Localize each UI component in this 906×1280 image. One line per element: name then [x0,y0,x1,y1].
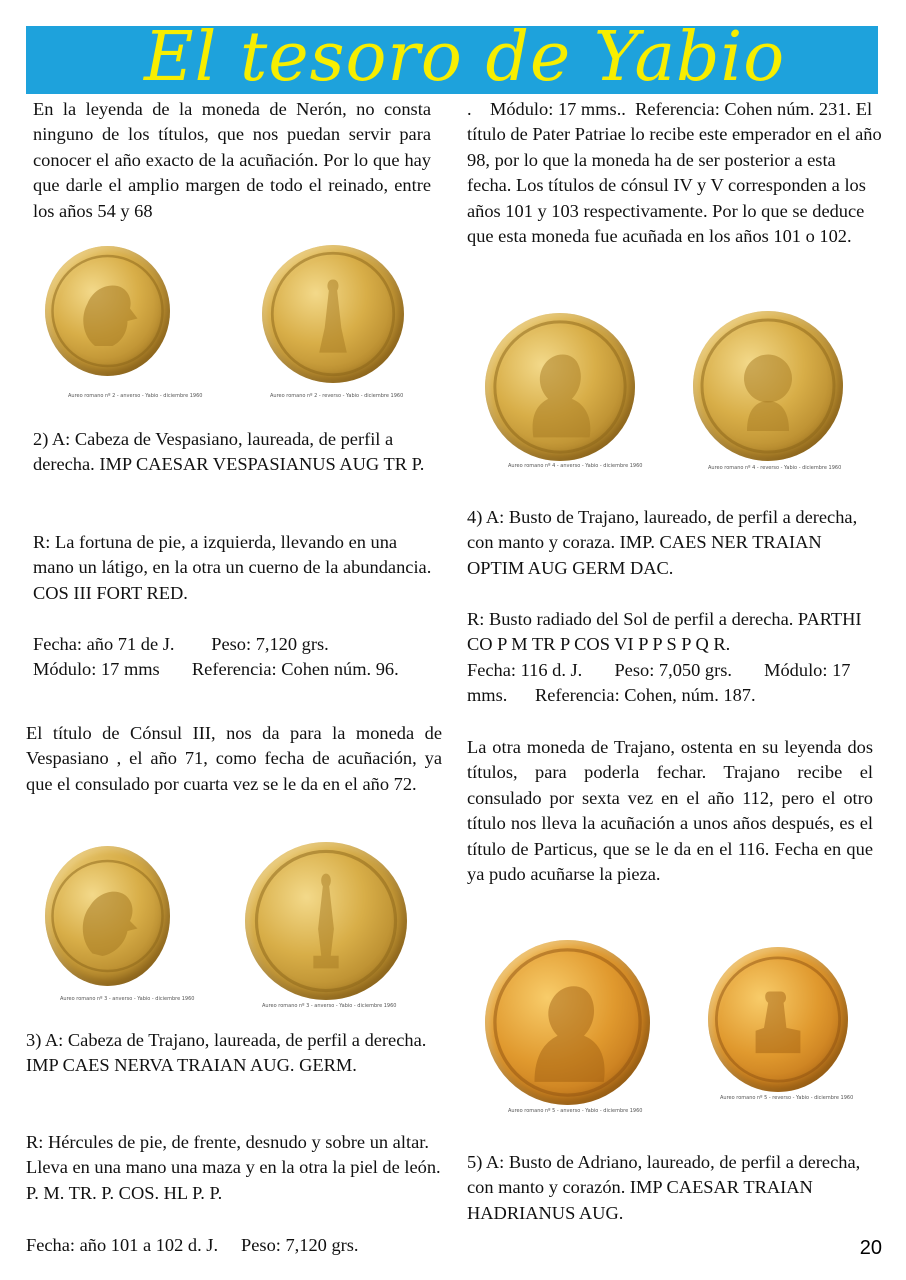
coin-5-reverse-image [708,947,848,1092]
coin-2-reverse-image [262,245,404,383]
coin-3-obverse-image [45,846,170,986]
item-4-obverse-description: 4) A: Busto de Trajano, laureado, de perfil a derecha, con manto y coraza. IMP. CAES NER TRAIAN OPTIM AUG GERM DAC. [467,507,858,578]
coin-5-images [480,935,860,1120]
coin-5-obverse-image [485,940,650,1105]
title-banner [26,18,878,97]
left-consul-paragraph: El título de Cónsul III, nos da para la moneda de Vespasiano , el año 71, como fecha de acuñación, ya que el consulado por cuarta vez se le da en el año 72. [26,723,442,794]
item-4-reverse-description: R: Busto radiado del Sol de perfil a derecha. PARTHI CO P M TR P COS VI P P S P Q R. [467,609,862,655]
item-2-module-reference: Módulo: 17 mms Referencia: Cohen núm. 96. [33,659,399,679]
coin-3-reverse-image [245,842,407,1000]
item-4-date-weight-module: Fecha: 116 d. J. Peso: 7,050 grs. Módulo: 17 mms. Referencia: Cohen, núm. 187. [467,660,856,706]
page-number: 20 [859,1237,882,1259]
item-3-obverse-description: 3) A: Cabeza de Trajano, laureada, de perfil a derecha. IMP CAES NERVA TRAIAN AUG. GERM. [26,1030,427,1076]
left-intro-paragraph: En la leyenda de la moneda de Nerón, no consta ninguno de los títulos, que nos puedan servir para conocer el año exacto de la acuñación. Por lo que hay que darle el amplio margen de todo el reinado, entre los años 54 y 68 [33,99,431,221]
item-2-reverse-description: R: La fortuna de pie, a izquierda, llevando en una mano un látigo, en la otra un cuerno de la abundancia. COS III FORT RED. [33,532,432,603]
item-2-obverse-description: 2) A: Cabeza de Vespasiano, laureada, de perfil a derecha. IMP CAESAR VESPASIANUS AUG TR P. [33,429,425,475]
item-3-reverse-description: R: Hércules de pie, de frente, desnudo y sobre un altar. Lleva en una mano una maza y en la otra la piel de león. P. M. TR. P. COS. HL P. P. [26,1132,441,1203]
coin-2-obverse-image [45,246,170,376]
coin-4-reverse-caption: Aureo romano nº 4 - reverso - Yabio - diciembre 1960 [708,465,842,471]
coin-4-reverse-image [693,311,843,461]
coin-2-images [40,243,420,403]
page-title: El tesoro de Yabio [144,18,786,97]
coin-3-reverse-caption: Aureo romano nº 3 - anverso - Yabio - diciembre 1960 [262,1003,397,1009]
coin-5-reverse-caption: Aureo romano nº 5 - reverso - Yabio - diciembre 1960 [720,1095,854,1101]
coin-3-obverse-caption: Aureo romano nº 3 - anverso - Yabio - diciembre 1960 [60,996,195,1002]
coin-5-obverse-caption: Aureo romano nº 5 - anverso - Yabio - diciembre 1960 [508,1108,643,1114]
coin-3-images [40,838,420,1013]
item-2-date-weight: Fecha: año 71 de J. Peso: 7,120 grs. [33,634,329,654]
item-5-obverse-description: 5) A: Busto de Adriano, laureado, de perfil a derecha, con manto y corazón. IMP CAESAR TRAIAN HADRIANUS AUG. [467,1152,861,1223]
right-intro-paragraph: . Módulo: 17 mms.. Referencia: Cohen núm. 231. El título de Pater Patriae lo recibe este emperador en el año 98, por lo que la moneda ha de ser posterior a esta fecha. Los títulos de cónsul IV y V corresponden a los años 101 y 103 respectivamente. Por lo que se deduce que esta moneda fue acuñada en los años 101 o 102. [467,99,887,247]
right-trajan-paragraph: La otra moneda de Trajano, ostenta en su leyenda dos títulos, para poderla fechar. Trajano recibe el consulado por sexta vez en el año 112, pero el otro título nos lleva la acuñación a unos años después, es el título de Particus, que se le da en el 116. Fecha en que ya pudo acuñarse la pieza. [467,737,873,885]
coin-4-images [480,305,860,475]
coin-2-obverse-caption: Aureo romano nº 2 - anverso - Yabio - diciembre 1960 [68,393,203,399]
coin-2-reverse-caption: Aureo romano nº 2 - reverso - Yabio - diciembre 1960 [270,393,404,399]
coin-4-obverse-caption: Aureo romano nº 4 - anverso - Yabio - diciembre 1960 [508,463,643,469]
item-3-date-weight: Fecha: año 101 a 102 d. J. Peso: 7,120 grs. [26,1235,359,1255]
coin-4-obverse-image [485,313,635,461]
